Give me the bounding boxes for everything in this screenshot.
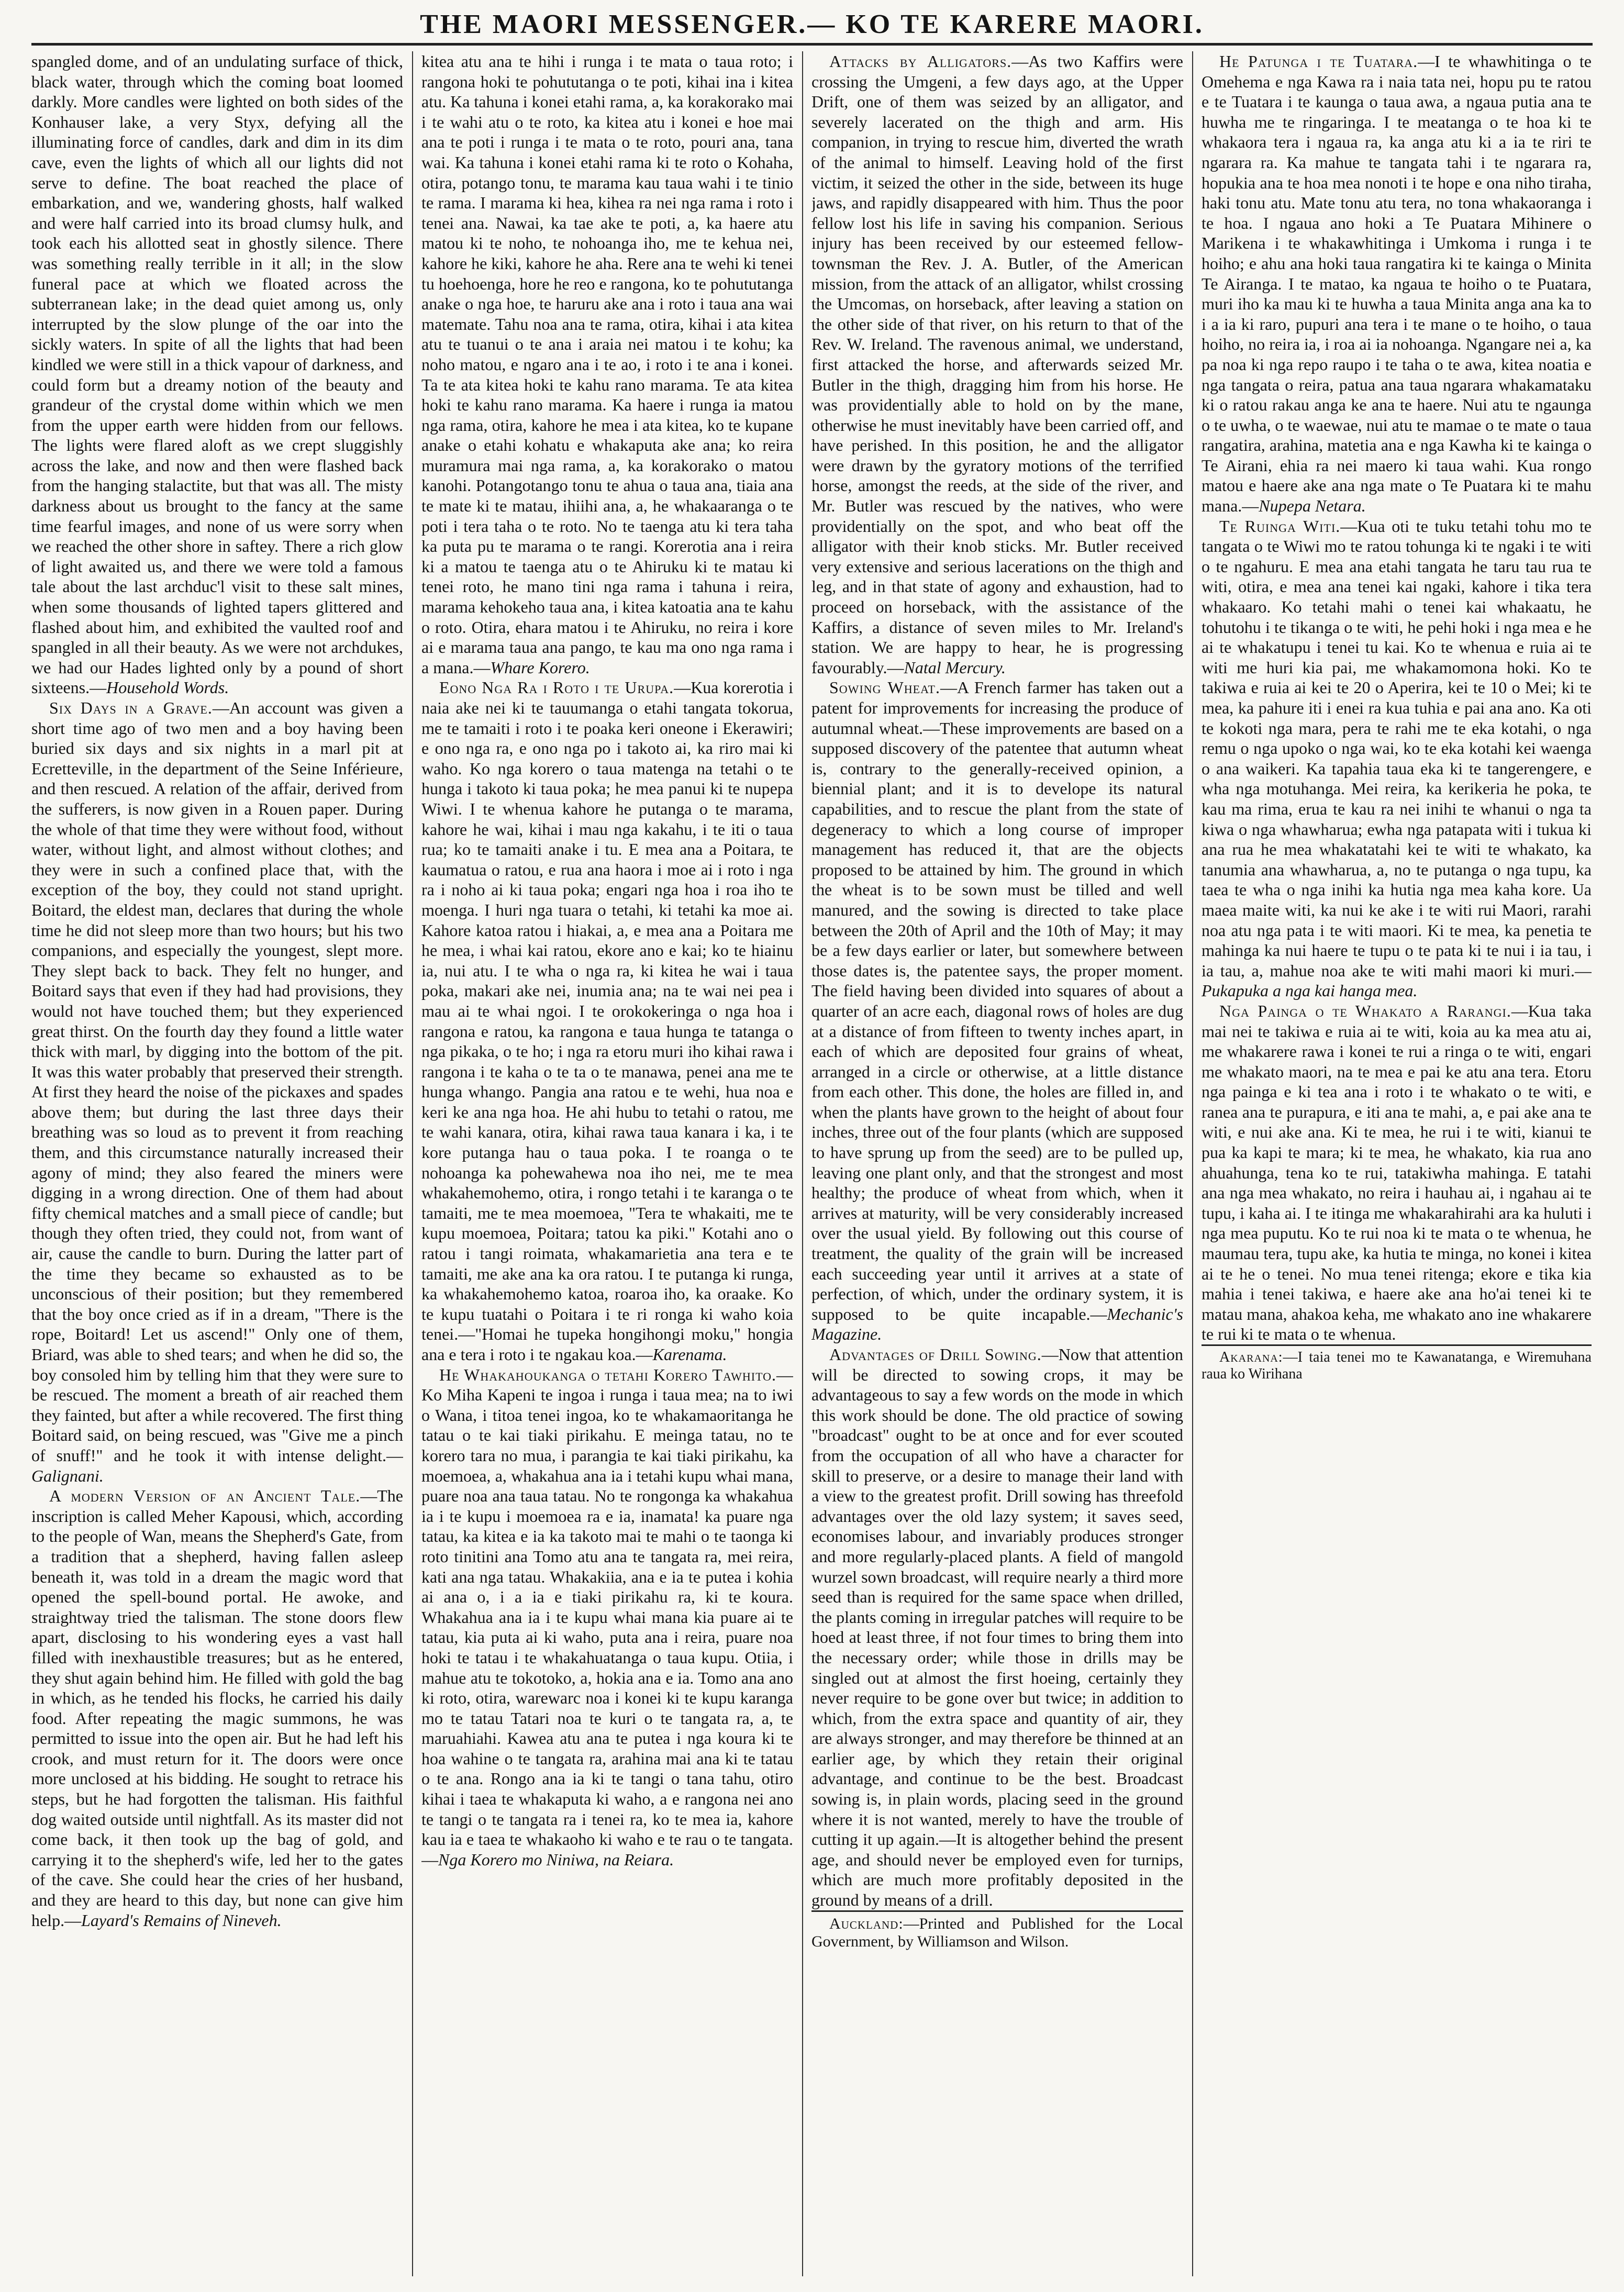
ruinga-witi-article [1202,516,1592,1001]
article-text: kitea atu ana te hihi i runga i te mata o taua roto; i rangona hoki te pohututanga o te poti, kihai ina i kitea atu. Ka tahuna i konei etahi rama, a, ka korakorako mai i te wahi atu o te roto, ka kitea atu i konei e hoe mai ana te poti i runga i te mata o te roto, pouri ana, tana wai. Ka tahuna i konei etahi rama ki te roto o Kohaha, otira, potango tonu, te marama kau taua wahi i te tinio te rama. I marama ki hea, kihea ra nei nga rama i roto i tenei ana. Nawai, ka tae ake te poti, a, ka haere atu matou ki te noho, te nohoanga iho, me te kehua nei, kahore he kiki, kahore he aha. Rere ana te wehi ki tenei tu hoehoenga, hore he reo e rangona, ko te pohututanga anake o nga hoe, te haruru ake ana i roto i taua ana wai matemate. Tahu noa ana te rama, otira, kihai i ata kitea atu te tuanui o te ana i araia nei matou i te kohu; ka noho matou, e ngaro ana i te ao, i roto i te ana i konei. Ta te ata kitea hoki te kahu rano marama. Te ata kitea hoki te kahu rano marama. Ka haere i runga ia matou nga rama, otira, kahore he mea i ata kitea, ko te kupane anake o etahi kohatu e whakaputa ake ana; ko reira muramura mai nga rama, a, ka korakorako o matou kanohi. Potangotango tonu te ahua o taua ana, tiaia ana te mate ki te matau, ihiihi ana, a, he whakaaranga o te poti i tera taha o te roto. No te taenga atu ki tera taha ka puta pu te marama o te rangi. Korerotia ana i reira ki a matou te taenga atu o te Ahiruku ki te matau ki tenei roto, he mano tini nga rama i tahuna i reira, marama kehokeho taua ana, i kitea katoatia ana te kahu o roto. Otira, ehara matou i te Ahiruku, no reira i kore ai e marama taua ana pango, te kau ma ono nga rama i a mana.— [421,52,793,677]
alligators-article [811,51,1183,677]
article-source: Natal Mercury. [904,658,1006,677]
akarana-imprint [1202,1344,1592,1383]
page-title: THE MAORI MESSENGER.— KO TE KARERE MAORI. [420,9,1204,39]
article-heading: Nga Painga o te Whakato a Rarangi. [1219,1001,1511,1020]
article-text: —Ko Miha Kapeni te ingoa i runga i taua mea; na to iwi o Wana, i titoa tenei ingoa, ko te whakamaoritanga he tatau o te kai tiaki pirikahu. E meinga tatau, no te korero tara no mua, i parangia te kai tiaki pirikahu, ka moemoea, a, whakahua ana ia i tetahi kupu whai mana, puare noa ana taua tatau. No te rongonga ka whakahua ia i te kupu i moemoea ra e ia, inamata! ka puare nga tatau, ka kitea e ia ka takoto mai te mahi o te taonga ki roto tinitini ana Tomo atu ana te tangata ra, mei reira, kati ana nga tatau. Whakakiia, ana e ia te putea i kohia ai ana o, i a ia e tiaki pirikahu ra, ki te koura. Whakahua ana ia i te kupu whai mana kia puare ai te tatau, kia puta ai ki waho, puta ana i reira, puare noa hoki te tatau i te whakahuatanga o taua kupu. Otiia, i mahue atu te tokotoko, a, hokia ana e ia. Tomo ana ano ki roto, otira, warewarc noa i konei ki te kupu karanga mo te tatau Tatari noa te kuri o te tangata ra, a, te maruahiahi. Kawea atu ana te putea i nga koura ki te hoa wahine o te tangata ra, arahina mai ana ki te tatau o te ana. Rongo ana ia ki te tangi o tana tahu, otiro kihai i taea te whakaputa ki waho, a e rangona nei ano te tangi o te tangata ra i tenei ra, ko te mea ia, kahore kau ia e taea te whakaoho ki waho e te rau o te tangata.— [421,1365,793,1869]
article-heading: Advantages of Drill Sowing. [829,1345,1042,1364]
article-heading: He Patunga i te Tuatara. [1219,52,1418,71]
article-source: Pukapuka a nga kai hanga mea. [1202,981,1418,1000]
imprint-label: Akarana: [1219,1349,1283,1365]
imprint-label: Auckland: [829,1915,904,1932]
column-divider [1192,51,1193,2276]
article-text: —Kua taka mai nei te takiwa e ruia ai te witi, koia au ka mea atu ai, me whakarere rawa i konei te rui a ringa o te witi, engari me whakato maori, na te mea e pai ke atu ana tera. Etoru nga painga e ki tea ana i roto i te whakato o te witi, e ranea ana te purapura, e iti ana te mahi, a, e pai ake ana te witi, e nui ake ana. Ki te mea, he rui i te witi, kianui te pua ka kapi te mara; ki te mea, he whakato, kia rua ano ahuahunga, tena ko te rui, tatakiwha mahinga. E tatahi ana nga mea whakato, no reira i hauhau ai, i ngahau ai te tupu, i kaha ai. I te itinga me whakarahirahi ara ka huluti i nga mea puputu. Ko te rui noa ki te mata o te whenua, he maumau tera, tupu ake, ka hutia te minga, no konei i kitea ai te he o tenei. No mua tenei ritenga; ekore e tika kia mahia i tenei takiwa, e haere ake ana ho'ai tenei ki te matau mana, ahakoa keha, me whakato ano ine whakarere te rui ki te mata o te whenua. [1202,1001,1592,1344]
painga-whakato-article [1202,1001,1592,1344]
six-days-article [31,698,403,1486]
article-heading: Six Days in a Grave. [49,698,213,717]
article-text: —I te whawhitinga o te Omehema e nga Kawa ra i naia tata nei, hopu pu te ratou e te Tuatara i te kaunga o taua awa, a ngaua putia ana te huwha me te ringaringa. I te meatanga o te hoa ki te whakaora tera i ngaua ra, ka anga atu ki a ia te riri te ngarara ra. Ka mahue te tangata tahi i te ngarara ra, hopukia ana te hoa mea nonoti i te hope e ona niho tiraha, haki tonu atu. Mate tonu atu tera, no tona whakaoranga i te hoa. I ngaua ano hoki a Te Puatara Mihinere o Marikena i te whakawhitinga i Umkoma i runga i te hoiho; e ahu ana hoki taua rangatira ki te kainga o Minita Te Airanga. I te matao, ka ngaua te hoiho o te Puatara, muri iho ka mau ki te huwha a taua Minita anga ana ka to i a ia ki raro, pupuri ana tera i te mane o te hoiho, o taua hoiho, no reira ia, i roa ai ia nohoanga. Ngangare nei a, ka pa noa ki nga repo raupo i te taha o te awa, kitea noatia e nga tangata o reira, patua ana taua ngarara whakamataku ki o ratou rakau anga ke ana te haere. Nui atu te ngaunga o te uwha, o te waewae, nui atu te mamae o te mate o taua rangatira, arahina, matetia ana e nga Kawha ki te kainga o Te Airani, ehia ra nei maero ki taua wahi. Kua rongo matou e haere ake ana nga mate o Te Puatara ki te mahu mana.— [1202,52,1592,516]
article-source: Whare Korero. [490,658,590,677]
column-3 [811,51,1183,2276]
article-source: Nupepa Netara. [1259,496,1366,516]
ancient-tale-article [31,1486,403,1930]
masthead [31,9,1593,46]
article-text: —The inscription is called Meher Kapousi, which, according to the people of Wan, means the Shepherd's Gate, from a tradition that a shepherd, having fallen asleep beneath it, was told in a dream the magic word that opened the spell-bound portal. He awoke, and straightway tried the talisman. The stone doors flew apart, disclosing to his wondering eyes a vast hall filled with inexhaustible treasures; but as he entered, they shut again behind him. He filled with gold the bag in which, as he tended his flocks, he carried his daily food. After repeating the magic summons, he was permitted to issue into the open air. But he had left his crook, and must return for it. The doors were once more unclosed at his bidding. He sought to retrace his steps, but he had forgotten the talisman. His faithful dog waited outside until nightfall. As its master did not come back, it then took up the bag of gold, and carrying it to the shepherd's wife, led her to the gates of the cave. She could hear the cries of her husband, and they are heard to this day, but none can give him help.— [31,1486,403,1930]
article-source: Karenama. [652,1345,727,1364]
patunga-tuatara-article [1202,51,1592,516]
column-1 [31,51,403,2276]
article-source: Galignani. [31,1466,104,1485]
sowing-wheat-article [811,677,1183,1344]
article-source: Household Words. [106,678,229,697]
article-text: —A French farmer has taken out a patent for improvements for increasing the produce of autumnal wheat.—These improvements are based on a supposed discovery of the patentee that autumn wheat is, contrary to the generally-received opinion, a biennial plant; and it is to develope its natural capabilities, and to rescue the plant from the state of degeneracy to which a long course of improper management has reduced it, that are the objects proposed to be attained by him. The ground in which the wheat is to be sown must be tilled and well manured, and the sowing is directed to take place between the 20th of April and the 10th of May; it may be a few days earlier or later, but somewhere between those dates is, the patentee says, the proper moment. The field having been divided into squares of about a quarter of an acre each, diagonal rows of holes are dug at a distance of from fifteen to twenty inches apart, in each of which are deposited four grains of wheat, arranged in a circle or otherwise, at a little distance from each other. This done, the holes are filled in, and when the plants have grown to the height of about four inches, three out of the four plants (which are supposed to have sprung up from the seed) are to be pulled up, leaving one plant only, and that the strongest and most healthy; the produce of wheat from which, when it arrives at maturity, will be very considerably increased over the usual yield. By following out this course of treatment, the quality of the grain will be increased each succeeding year until it arrives at a state of perfection, of which, under the ordinary system, it is supposed to be quite incapable.— [811,678,1183,1323]
whare-korero-article [421,51,793,677]
column-2 [421,51,793,2276]
eono-nga-ra-article [421,677,793,1364]
imprint-text: —Printed and Published for the Local Government, by Williamson and Wilson. [811,1915,1183,1950]
article-source: Layard's Remains of Nineveh. [81,1910,282,1930]
imprint-text: —I taia tenei mo te Kawanatanga, e Wiremuhana raua ko Wirihana [1202,1349,1592,1382]
column-divider [802,51,803,2276]
article-source: Nga Korero mo Niniwa, na Reiara. [438,1850,674,1869]
article-heading: A modern Version of an Ancient Tale. [49,1486,361,1506]
column-4 [1202,51,1592,2276]
column-divider [412,51,413,2276]
article-heading: Te Ruinga Witi. [1219,516,1341,536]
article-source: Mechanic's Magazine. [811,1304,1183,1344]
korero-tawhito-article [421,1365,793,1870]
article-text: —An account was given a short time ago of two men and a boy having been buried six days and six nights in a marl pit at Ecretteville, in the department of the Seine Inférieure, and then rescued. A relation of the affair, derived from the sufferers, is now given in a Rouen paper. During the whole of that time they were without food, without water, without light, and almost without clothes; and they were in such a confined place that, with the exception of the boy, they could not stand upright. Boitard, the eldest man, declares that during the whole time he did not sleep more than two hours; but his two companions, and especially the youngest, slept more. They slept back to back. They felt no hunger, and Boitard says that even if they had had provisions, they would not have touched them; but they experienced great thirst. On the fourth day they found a little water thick with marl, by digging into the bottom of the pit. It was this water probably that preserved their strength. At first they heard the noise of the pickaxes and spades above them; but during the last three days their breathing was so loud as to prevent it from reaching them, and this circumstance naturally increased their agony of mind; they also feared the miners were digging in a wrong direction. One of them had about fifty chemical matches and a small piece of candle; but though they often tried, they could not, from want of air, cause the candle to burn. During the latter part of the time they became so exhausted as to be unconscious of their position; but they remembered that the boy once cried as if in a dream, "There is the rope, Boitard! Let us ascend!" Only one of them, Briard, was able to shed tears; and when he did so, the boy consoled him by telling him that they were sure to be rescued. The moment a breath of air reached them they fainted, but after a while recovered. The first thing Boitard said, on being rescued, was "Give me a pinch of snuff!" and he took it with intense delight.— [31,698,403,1465]
article-heading: Sowing Wheat. [829,678,940,697]
household-words-article [31,51,403,698]
article-heading: He Whakahoukanga o tetahi Korero Tawhito. [439,1365,776,1384]
article-heading: Eono Nga Ra i Roto i te Urupa. [439,678,674,697]
article-text: —Kua oti te tuku tetahi tohu mo te tangata o te Wiwi mo te ratou tohunga ki te ngaki i te witi o te ngahuru. E mea ana etahi tangata he taru tau rua te witi, otira, e mea ana tenei kai ngaki, kahore i tika tera whakaaro. Ko tetahi mahi o tenei kai whakaatu, he tohutohu i te tikanga o te witi, he pehi hoki i nga mea e he ai te whakatupu i tenei tu kai. Ko te whenua e ruia ai te witi me huri kia pai, me whakamomona hoki. Ko te takiwa e ruia ai kei te 20 o Aperira, kei te 10 o Mei; ki te mea, ka pahure iti i enei ra kua tuhia e pai ana ano. Ka oti te kokoti nga mara, pera te rahi me te eka kotahi, o nga remu o nga upoko o nga wai, ko te eka kotahi kei waenga o ana waikeri. Ka tapahia taua eka ki te tangerengere, e wha nga motuhanga. Mei reira, ka kerikeria he poka, te kau ma rima, erua te kau ra nei inihi te whanui o nga ta kiwa o nga whawharua; ewha nga patapata witi i tukua ki ana rua he mea whakatatahi kei te witi te whakato, ka tanumia ana whawharua, a, no te putanga o nga tupu, ka taea te wha o nga inihi ka hutia nga mea kaha kore. Ua maea maite witi, ka nui ke ake i te witi rui Maori, rarahi noa atu nga pata i te witi maori. Ki te mea, ka penetia te mahinga ka nui haere te tupu o te pata ki te nui i ia tau, i ia tau, a, mahue noa ake te witi mahi maori ki muri.— [1202,516,1592,980]
drill-sowing-article [811,1344,1183,1910]
article-text: —As two Kaffirs were crossing the Umgeni, a few days ago, at the Upper Drift, one of them was seized by an alligator, and severely lacerated on the thigh and arm. His companion, in trying to rescue him, diverted the wrath of the animal to himself. Leaving hold of the first victim, it seized the other in the side, between its huge jaws, and rapidly disappeared with him. Thus the poor fellow lost his life in saving his companion. Serious injury has been received by our esteemed fellow-townsman the Rev. J. A. Butler, of the American mission, from the attack of an alligator, whilst crossing the Umcomas, on horseback, after leaving a station on the other side of that river, on his return to that of the Rev. W. Ireland. The ravenous animal, we understand, first attacked the horse, and afterwards seized Mr. Butler in the thigh, dragging him from his horse. He was providentially able to hold on by the mane, otherwise he must inevitably have been carried off, and have perished. In this position, he and the alligator were drawn by the gyratory motions of the terrified horse, amongst the reeds, at the side of the river, and Mr. Butler was rescued by the natives, who were providentially on the spot, and who beat off the alligator with their knob sticks. Mr. Butler received very extensive and serious lacerations on the thigh and leg, and in that state of agony and exhaustion, had to proceed on horseback, with the assistance of the Kaffirs, a distance of seven miles to Mr. Ireland's station. We are happy to hear, he is progressing favourably.— [811,52,1183,677]
imprint [811,1910,1183,1951]
article-text: —Now that attention will be directed to sowing crops, it may be advantageous to say a few words on the mode in which this work should be done. The old practice of sowing "broadcast" ought to be at once and for ever scouted from the occupation of all who have a character for skill to preserve, or a desire to manage their land with a view to the greatest profit. Drill sowing has threefold advantages over the old lazy system; it saves seed, economises labour, and invariably produces stronger and more regularly-placed plants. A field of mangold wurzel sown broadcast, will require nearly a third more seed than is required for the same space when drilled, the plants coming in irregular patches will require to be hoed at least three, if not four times to bring them into the necessary order; while those in drills may be singled out at almost the first hoeing, certainly they never require to be gone over but twice; in addition to which, from the extra space and quantity of air, they are always stronger, and may therefore be thinned at an earlier age, by which they retain their original advantage, and continue to be the best. Broadcast sowing is, in plain words, placing seed in the ground where it is not wanted, merely to have the trouble of cutting it up again.—It is altogether behind the present age, and should never be employed even for turnips, which are much more profitably deposited in the ground by means of a drill. [811,1345,1183,1910]
article-text: spangled dome, and of an undulating surface of thick, black water, through which the coming boat loomed darkly. More candles were lighted on both sides of the Konhauser lake, a very Styx, defying all the illuminating force of candles, dark and dim in its dim cave, even the lights of which all our lights did not serve to define. The boat reached the place of embarkation, and we, wandering ghosts, half walked and were half carried into its broad clumsy hulk, and took each his allotted seat in ghostly silence. There was something really terrible in it all; in the slow funeral pace at which we floated across the subterranean lake; in the dead quiet among us, only interrupted by the slow plunge of the oar into the sickly waters. In spite of all the lights that had been kindled we were still in a thick vapour of darkness, and could form but a dreamy notion of the beauty and grandeur of the crystal dome within which we men from the upper earth were hidden from our fellows. The lights were flared aloft as we crept sluggishly across the lake, and now and then were flashed back from the hanging stalactite, but that was all. The misty darkness about us brought to the fancy at the same time fearful images, and none of us were sorry when we reached the other shore in saftey. There a rich glow of light awaited us, and there we were told a famous tale about the last archduc'l visit to these salt mines, when some thousands of lighted tapers glittered and flashed about him, and exhibited the vaulted roof and spangled in all their beauty. As we were not archdukes, we had our Hades lighted only by a pound of short sixteens.— [31,52,403,697]
article-heading: Attacks by Alligators. [829,52,1012,71]
article-text: —Kua korerotia i naia ake nei ki te tauumanga o etahi tangata tokorua, me te tamaiti i roto i te poaka keri oneone i Ekerawiri; e ono nga ra, e ono nga po i takoto ai, ka riro mai ki waho. Ko nga korero o taua matenga na tetahi o te hunga i takoto ki taua poka; he mea panui ki te nupepa Wiwi. I te whenua kahore he putanga o te marama, kahore he wai, kihai i mau nga kakahu, i te iti o taua rua; ko te tamaiti anake i tu. E mea ana a Poitara, te kaumatua o ratou, e rua ana haora i moe ai i roto i nga ra i noho ai ki taua poka; engari nga hoa i roa iho te moenga. I huri nga tuara o tetahi, ki tetahi ka moe ai. Kahore katoa ratou i hiakai, a, e mea ana a Poitara me he mea, i whai kai ratou, ekore ano e kai; ko te hiainu ia, nui atu. I te wha o nga ra, ki kitea he wai i taua poka, makari ake nei, inumia ana; na te wai nei pea i mau ai te whai ngoi. I te orokokeringa o nga hoa i rangona e ratou, ka rangona e taua hunga te tatanga o nga pikaka, o te ho; i nga ra etoru muri iho kihai rawa i rangona i te kaha o te ta o te manawa, penei ana me te hunga whango. Pangia ana ratou e te wehi, hua noa e keri ke ana nga hoa. He ahi hubu to tetahi o ratou, me te wahi kanara, otira, kihai rawa taua kanara i ka, i te kore putanga hau o taua poka. I te roanga o te nohoanga ka pohewahewa noa iho nei, me te mea whakahemohemo, otira, i rongo tetahi i te karanga o te tamaiti, me te mea moemoea, "Tera te whakaiti, me te kupu moemoea, Poitara; tatou ka piki." Kotahi ano o ratou i tangi roimata, whakamarietia ana tera e te tamaiti, me ake ana ka ora ratou. I te putanga ki runga, ka whakahemohemo katoa, roaroa iho, ka oraake. Ko te kupu tuatahi o Poitara i te ri ronga ki waho koia tenei.—"Homai he tupeka hongihongi moku," hongia ana e tera i roto i te ngakau koa.— [421,678,793,1364]
